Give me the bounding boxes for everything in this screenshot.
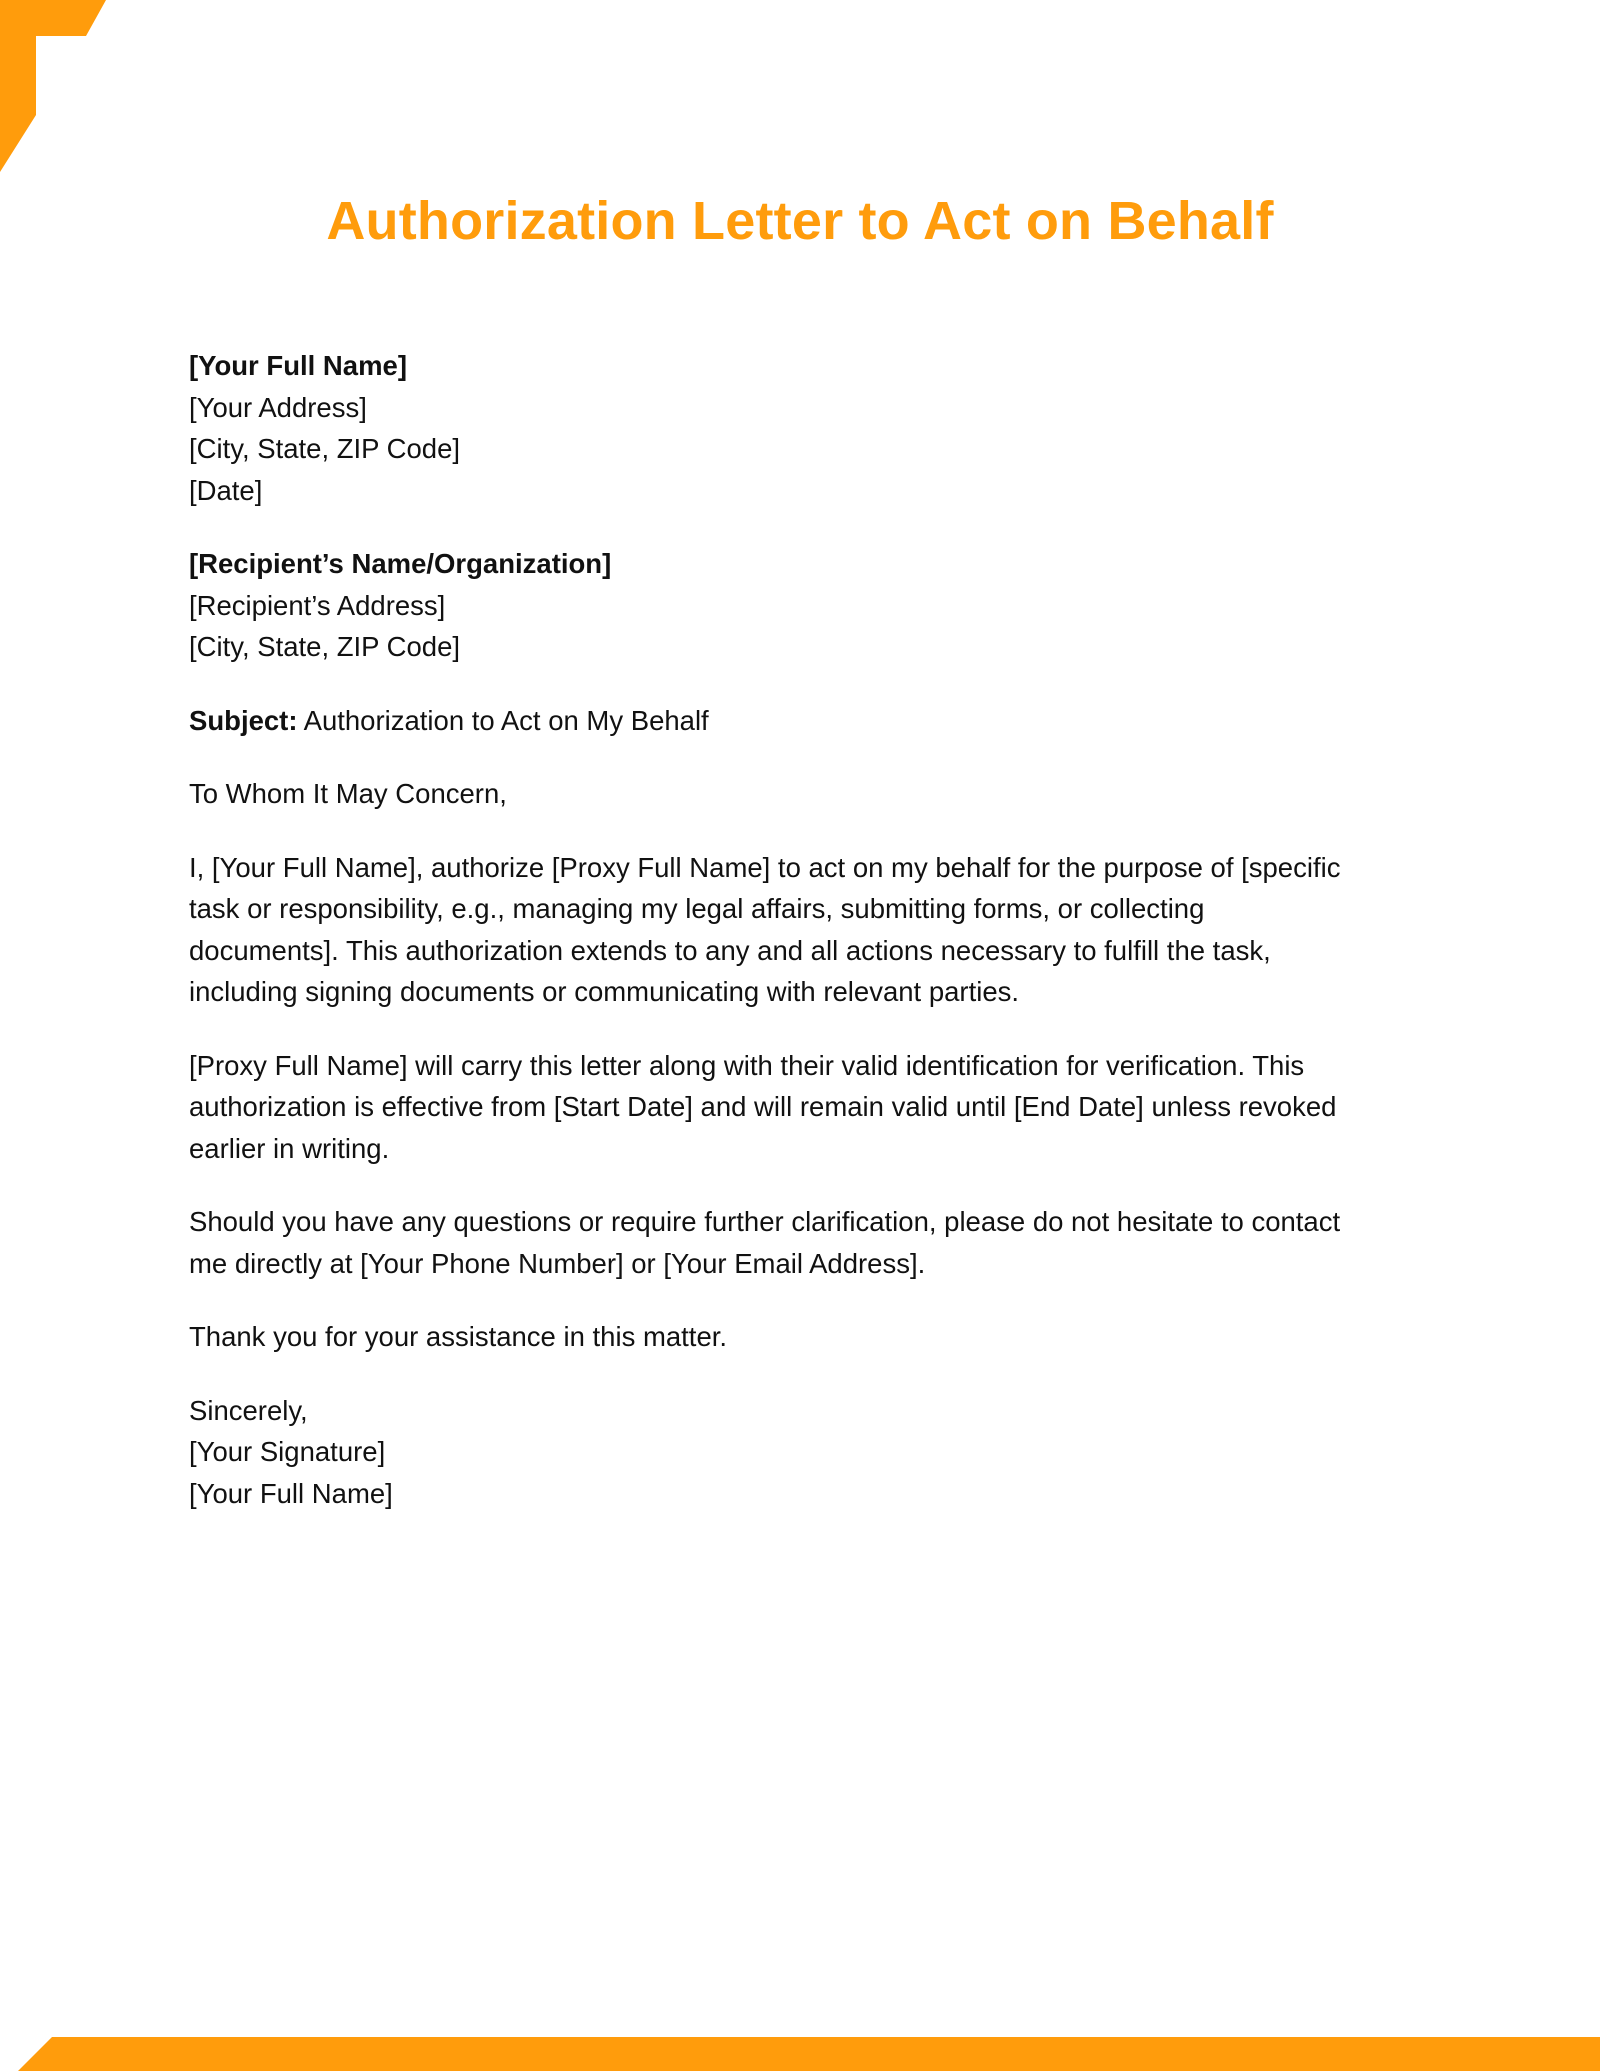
paragraph-line: documents]. This authorization extends to any and all actions necessary to fulfill the task, xyxy=(189,934,1271,966)
sender-address: [Your Address] xyxy=(189,391,367,423)
corner-accent-decoration xyxy=(0,0,110,175)
body-paragraph xyxy=(189,1201,1419,1284)
bottom-accent-band xyxy=(0,2037,1600,2071)
paragraph-line: Thank you for your assistance in this matter. xyxy=(189,1321,728,1352)
closing-block xyxy=(189,1390,1419,1515)
body-paragraph xyxy=(189,847,1419,1013)
closing-name: [Your Full Name] xyxy=(189,1477,393,1509)
letter-title: Authorization Letter to Act on Behalf xyxy=(326,191,1274,251)
paragraph-line: I, [Your Full Name], authorize [Proxy Full Name] to act on my behalf for the purpose of [specific xyxy=(189,851,1341,883)
closing-valediction: Sincerely, xyxy=(189,1394,308,1426)
body-paragraph xyxy=(189,1045,1419,1170)
recipient-block xyxy=(189,543,1419,668)
paragraph-line: task or responsibility, e.g., managing my legal affairs, submitting forms, or collecting xyxy=(189,893,1205,924)
bottom-band-shape xyxy=(18,2037,1600,2071)
salutation xyxy=(189,773,1419,815)
salutation-text: To Whom It May Concern, xyxy=(189,778,507,809)
sender-name: [Your Full Name] xyxy=(189,350,407,381)
recipient-name: [Recipient’s Name/Organization] xyxy=(189,548,612,579)
sender-city-state-zip: [City, State, ZIP Code] xyxy=(189,433,461,464)
subject-line xyxy=(189,700,1419,742)
paragraph-line: including signing documents or communicating with relevant parties. xyxy=(189,976,1020,1007)
paragraph-line: earlier in writing. xyxy=(189,1132,390,1164)
letter-date: [Date] xyxy=(189,474,263,506)
subject-label: Subject: xyxy=(189,704,298,736)
body-paragraph xyxy=(189,1316,1419,1358)
recipient-address: [Recipient’s Address] xyxy=(189,589,446,621)
recipient-city-state-zip: [City, State, ZIP Code] xyxy=(189,631,461,662)
closing-signature: [Your Signature] xyxy=(189,1436,386,1467)
corner-accent-shape xyxy=(0,0,106,172)
subject-text: Authorization to Act on My Behalf xyxy=(297,704,709,736)
sender-block xyxy=(189,345,1419,511)
paragraph-line: [Proxy Full Name] will carry this letter along with their valid identification for verification. This xyxy=(189,1049,1305,1081)
letter-body xyxy=(189,345,1419,1546)
paragraph-line: Should you have any questions or require further clarification, please do not hesitate to contact xyxy=(189,1206,1341,1237)
paragraph-line: authorization is effective from [Start Date] and will remain valid until [End Date] unless revoked xyxy=(189,1091,1337,1122)
paragraph-line: me directly at [Your Phone Number] or [Your Email Address]. xyxy=(189,1247,926,1279)
